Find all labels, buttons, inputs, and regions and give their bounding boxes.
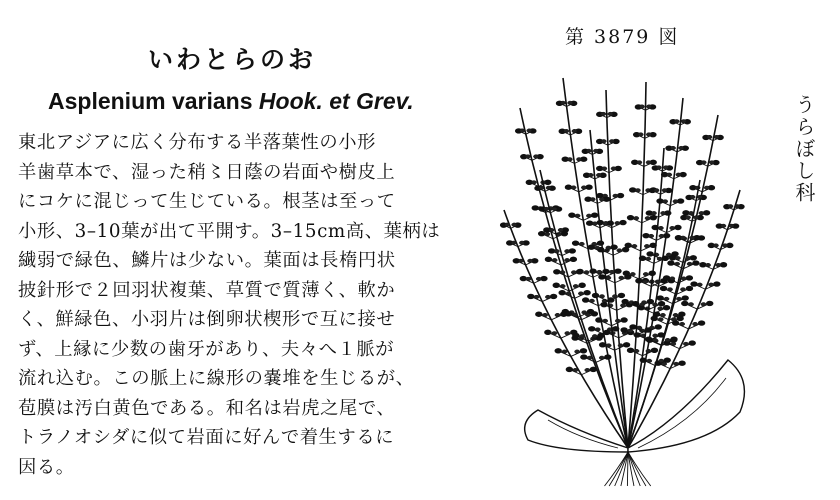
description-line: トラノオシダに似て岩面に好んで着生するに — [18, 427, 395, 448]
description-line: 披針形で２回羽状複葉、草質で質薄く、軟か — [18, 279, 396, 301]
description-text — [18, 128, 498, 482]
species-title: いわとらのお — [148, 45, 317, 74]
description-line: にコケに混じって生じている。根茎は至って — [18, 191, 396, 212]
description-line: 東北アジアに広く分布する半落葉性の小形 — [18, 132, 377, 153]
description-line: 繊弱で緑色、鱗片は少ない。葉面は長楕円状 — [18, 250, 396, 271]
fern-illustration-icon — [478, 60, 778, 490]
description-line: く、鮮緑色、小羽片は倒卵状楔形で互に接せ — [18, 309, 396, 330]
authority: Hook. et Grev. — [258, 88, 414, 114]
scientific-name-line — [48, 88, 414, 115]
description-line: 小形、3–10葉が出て平開す。3–15cm高、葉柄は — [18, 220, 441, 242]
scientific-name: Asplenium varians — [48, 88, 253, 114]
family-name: うらぼし科 — [792, 94, 816, 204]
description-line: ず、上縁に少数の歯牙があり、夫々へ１脈が — [18, 338, 395, 360]
description-line: 流れ込む。この脈上に線形の嚢堆を生じるが、 — [18, 368, 415, 389]
description-line: 苞膜は汚白黄色である。和名は岩虎之尾で、 — [18, 397, 396, 419]
description-line: 羊歯草本で、湿った稍〻日蔭の岩面や樹皮上 — [18, 161, 396, 183]
figure-number: 第 3879 図 — [565, 26, 680, 48]
description-line: 因る。 — [18, 456, 75, 478]
